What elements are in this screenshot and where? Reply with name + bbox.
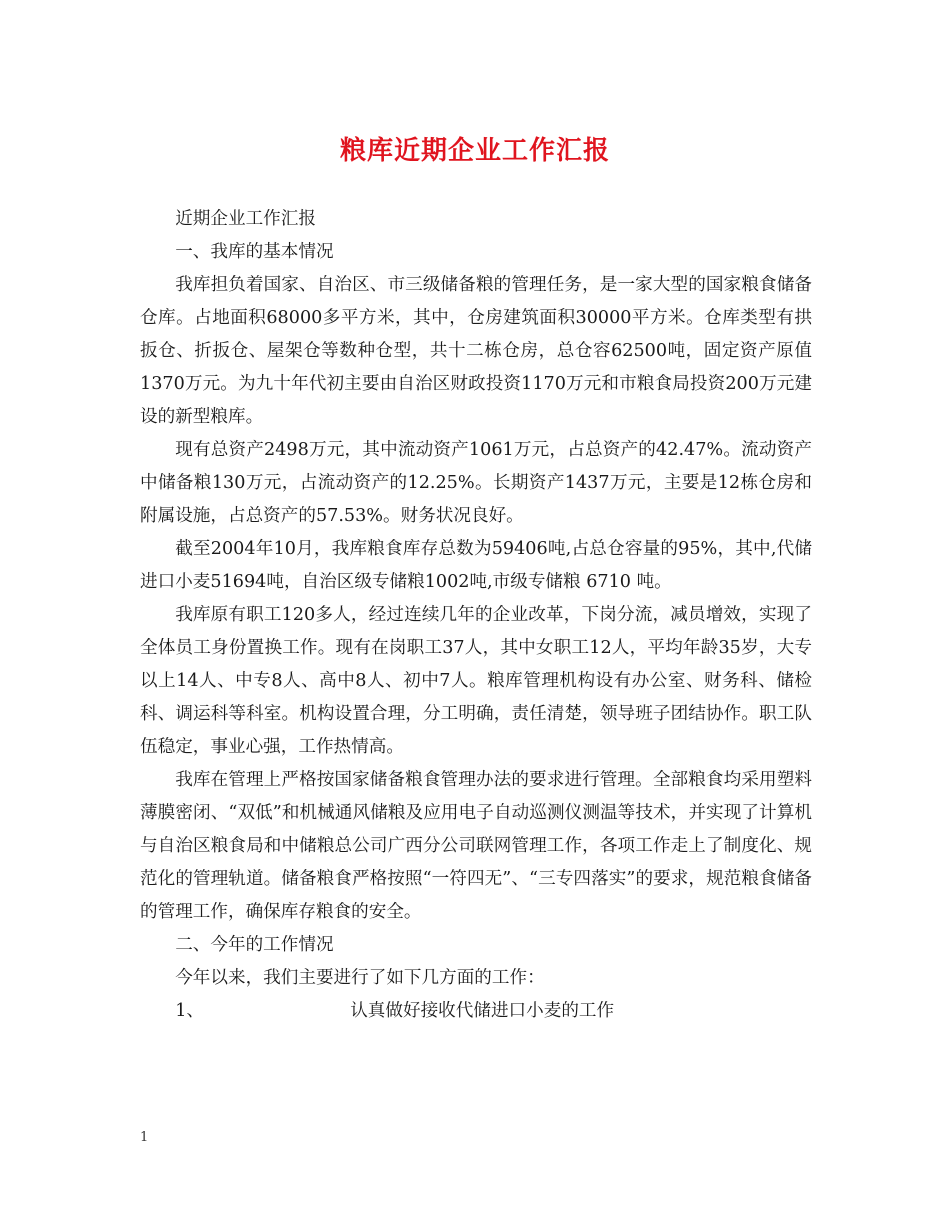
page-number: 1 <box>140 1130 149 1145</box>
paragraph-assets: 现有总资产2498万元，其中流动资产1061万元，占总资产的42.47%。流动资产中储备粮130万元，占流动资产的12.25%。长期资产1437万元，主要是12栋仓房和附属设施，占总资产的57.53%。财务状况良好。 <box>140 440 812 526</box>
paragraph-heading: 近期企业工作汇报 <box>175 209 316 229</box>
paragraph-management: 我库在管理上严格按国家储备粮食管理办法的要求进行管理。全部粮食均采用塑料薄膜密闭、“双低”和机械通风储粮及应用电子自动巡测仪测温等技术，并实现了计算机与自治区粮食局和中储粮总公司广西分公司联网管理工作，各项工作走上了制度化、规范化的管理轨道。储备粮食严格按照“一符四无”、“三专四落实”的要求，规范粮食储备的管理工作，确保库存粮食的安全。 <box>140 770 812 922</box>
list-item-number: 1、 <box>175 1001 204 1021</box>
section-heading-2: 二、今年的工作情况 <box>175 935 334 955</box>
list-item <box>140 995 812 1028</box>
document-title: 粮库近期企业工作汇报 <box>339 136 610 166</box>
document-body <box>140 203 812 1028</box>
list-item-text: 认真做好接收代储进口小麦的工作 <box>350 1001 615 1021</box>
paragraph-basic-info: 我库担负着国家、自治区、市三级储备粮的管理任务，是一家大型的国家粮食储备仓库。占地面积68000多平方米，其中，仓房建筑面积30000平方米。仓库类型有拱扳仓、折扳仓、屋架仓等数种仓型，共十二栋仓房，总仓容62500吨，固定资产原值1370万元。为九十年代初主要由自治区财政投资1170万元和市粮食局投资200万元建设的新型粮库。 <box>140 275 812 427</box>
paragraph-staff: 我库原有职工120多人，经过连续几年的企业改革，下岗分流，减员增效，实现了全体员工身份置换工作。现有在岗职工37人，其中女职工12人，平均年龄35岁，大专以上14人、中专8人、高中8人、初中7人。粮库管理机构设有办公室、财务科、储检科、调运科等科室。机构设置合理，分工明确，责任清楚，领导班子团结协作。职工队伍稳定，事业心强，工作热情高。 <box>140 605 812 757</box>
paragraph-work-intro: 今年以来，我们主要进行了如下几方面的工作： <box>175 968 545 988</box>
section-heading-1: 一、我库的基本情况 <box>175 242 334 262</box>
paragraph-inventory: 截至2004年10月，我库粮食库存总数为59406吨,占总仓容量的95%，其中,代储进口小麦51694吨，自治区级专储粮1002吨,市级专储粮 6710 吨。 <box>140 539 812 592</box>
